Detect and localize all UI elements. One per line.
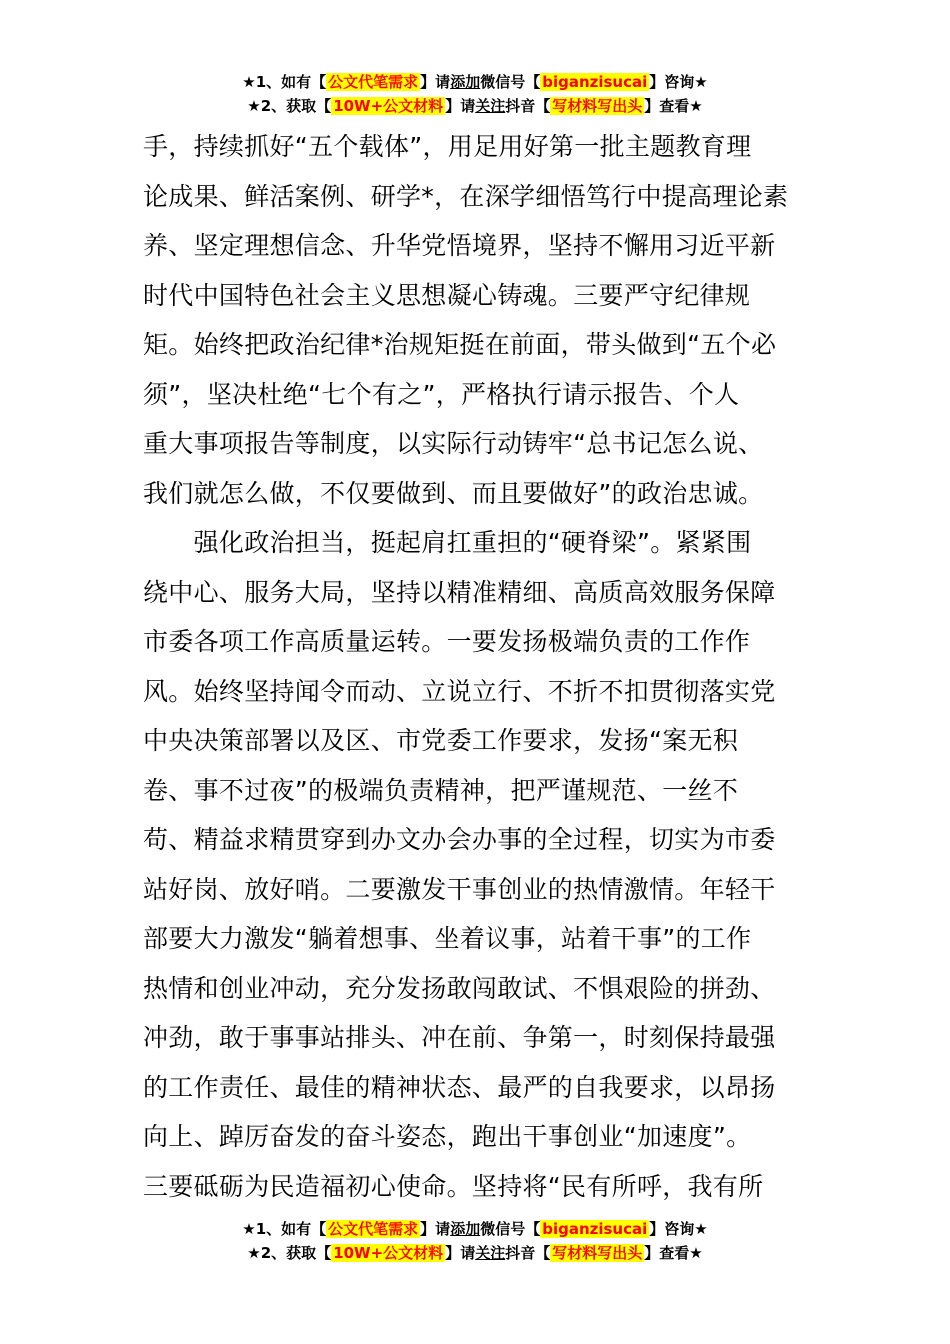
paragraph-start-line: 强化政治担当，挺起肩扛重担的“硬脊梁”。紧紧围 [143, 528, 752, 557]
document-body [143, 122, 813, 1211]
body-line: 中央决策部署以及区、市党委工作要求，发扬“案无积 [143, 726, 739, 755]
body-line: 市委各项工作高质量运转。一要发扬极端负责的工作作 [143, 627, 751, 656]
body-line: 手，持续抓好“五个载体”，用足用好第一批主题教育理 [143, 132, 752, 161]
highlight-service: 公文代笔需求 [328, 1220, 419, 1238]
body-line: 重大事项报告等制度，以实际行动铸牢“总书记怎么说、 [143, 429, 764, 458]
highlight-douyin-account: 写材料写出头 [552, 97, 643, 115]
header-banner [0, 70, 950, 118]
highlight-service: 公文代笔需求 [328, 73, 419, 91]
banner-line-2: ★2、获取【 10W+公文材料 】请关注抖音【 写材料写出头 】查看★ [247, 97, 703, 115]
banner-line-1: ★1、如有【 公文代笔需求 】请添加微信号【 biganzisucai 】咨询★ [242, 73, 708, 91]
body-line: 须”，坚决杜绝“七个有之”，严格执行请示报告、个人 [143, 379, 740, 409]
body-line: 冲劲，敢于事事站排头、冲在前、争第一，时刻保持最强 [143, 1023, 776, 1052]
body-line: 热情和创业冲动，充分发扬敢闯敢试、不惧艰险的拼劲、 [143, 973, 776, 1003]
body-line: 我们就怎么做，不仅要做到、而且要做好”的政治忠诚。 [143, 478, 764, 508]
banner-line-1: ★1、如有【 公文代笔需求 】请添加微信号【 biganzisucai 】咨询★ [242, 1220, 708, 1238]
body-line: 苟、精益求精贯穿到办文办会办事的全过程，切实为市委 [143, 825, 776, 854]
body-line: 三要砥砺为民造福初心使命。坚持将“民有所呼，我有所 [143, 1171, 764, 1201]
body-line: 的工作责任、最佳的精神状态、最严的自我要求，以昂扬 [143, 1072, 776, 1102]
body-line: 卷、事不过夜”的极端负责精神，把严谨规范、一丝不 [143, 775, 739, 805]
highlight-materials: 10W+公文材料 [333, 97, 444, 115]
highlight-douyin-account: 写材料写出头 [552, 1244, 643, 1262]
body-line: 站好岗、放好哨。二要激发干事创业的热情激情。年轻干 [143, 874, 776, 904]
body-line: 绕中心、服务大局，坚持以精准精细、高质高效服务保障 [143, 577, 776, 607]
body-line: 论成果、鲜活案例、研学*，在深学细悟笃行中提高理论素 [143, 181, 789, 211]
body-line: 部要大力激发“躺着想事、坐着议事，站着干事”的工作 [143, 924, 752, 953]
body-line: 矩。始终把政治纪律*治规矩挺在前面，带头做到“五个必 [143, 330, 777, 359]
body-line: 养、坚定理想信念、升华党悟境界，坚持不懈用习近平新 [143, 231, 776, 260]
highlight-materials: 10W+公文材料 [333, 1244, 444, 1262]
banner-line-2: ★2、获取【 10W+公文材料 】请关注抖音【 写材料写出头 】查看★ [247, 1244, 703, 1262]
body-line: 风。始终坚持闻令而动、立说立行、不折不扣贯彻落实党 [143, 676, 776, 706]
footer-banner [0, 1217, 950, 1265]
highlight-wechat-id: biganzisucai [542, 73, 648, 91]
highlight-wechat-id: biganzisucai [542, 1220, 648, 1238]
body-line: 向上、踔厉奋发的奋斗姿态，跑出干事创业“加速度”。 [143, 1122, 752, 1151]
body-line: 时代中国特色社会主义思想凝心铸魂。三要严守纪律规 [143, 280, 751, 310]
